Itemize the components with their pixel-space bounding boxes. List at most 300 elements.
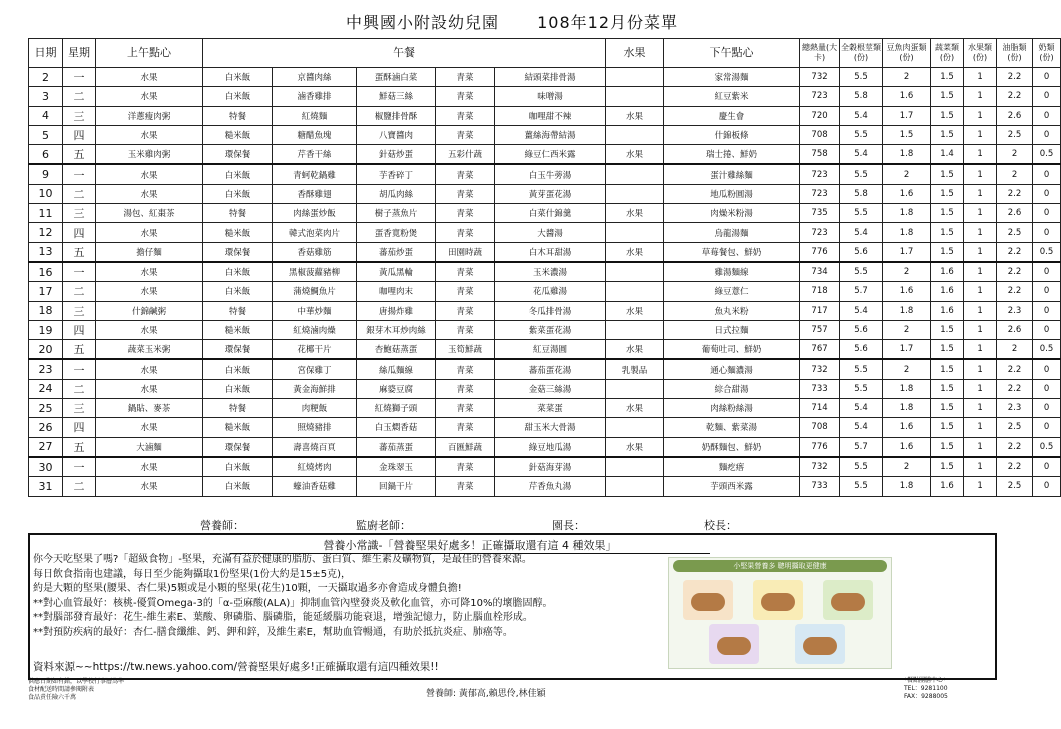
nut-icon	[691, 593, 725, 611]
lunch-cell: 紅燒滷肉燥	[273, 320, 357, 339]
dairy-cell: 0	[1033, 301, 1061, 320]
grains-cell: 5.5	[840, 204, 883, 223]
lunch-cell: 青菜	[436, 106, 495, 125]
header-dairy: 奶類(份)	[1033, 39, 1061, 68]
oils-cell: 2.2	[997, 68, 1033, 87]
fruit-portion-cell: 1	[964, 106, 997, 125]
date-cell: 17	[29, 282, 63, 301]
lunch-cell: 青菜	[436, 379, 495, 398]
oils-cell: 2.2	[997, 87, 1033, 106]
tip-line: **對腦部發育最好：花生-維生素E、葉酸、卵磷脂、腦磷脂，能延緩腦功能衰退，增強記憶力，防止腦血栓形成。	[33, 612, 533, 623]
fruit-cell	[606, 223, 664, 242]
protein-cell: 1.8	[883, 399, 931, 418]
afternoon-snack-cell: 肉絲粉絲湯	[664, 399, 800, 418]
fruit-cell	[606, 184, 664, 203]
afternoon-snack-cell: 雞湯麵線	[664, 262, 800, 282]
morning-snack-cell: 水果	[96, 262, 203, 282]
morning-snack-cell: 水果	[96, 379, 203, 398]
lunch-cell: 蒲燒鯛魚片	[273, 282, 357, 301]
fruit-cell	[606, 87, 664, 106]
dairy-cell: 0	[1033, 223, 1061, 242]
afternoon-snack-cell: 綜合甜湯	[664, 379, 800, 398]
lunch-cell: 青菜	[436, 359, 495, 379]
lunch-cell: 唐揚炸雞	[357, 301, 436, 320]
calories-cell: 718	[800, 282, 840, 301]
fruit-cell: 水果	[606, 145, 664, 165]
source-link[interactable]: 資料來源~~https://tw.news.yahoo.com/營養堅果好處多!正確攝取還有這四種效果!!	[33, 661, 439, 673]
table-row	[29, 87, 1061, 106]
lunch-cell: 菜菜蛋	[495, 399, 606, 418]
lunch-cell: 胡瓜肉絲	[357, 184, 436, 203]
grains-cell: 5.5	[840, 164, 883, 184]
lunch-cell: 白菜什錦羹	[495, 204, 606, 223]
oils-cell: 2.2	[997, 282, 1033, 301]
lunch-cell: 蕃茄蒸蛋	[357, 437, 436, 457]
grains-cell: 5.5	[840, 68, 883, 87]
calories-cell: 708	[800, 125, 840, 144]
grains-cell: 5.8	[840, 87, 883, 106]
lunch-cell: 綠豆地瓜湯	[495, 437, 606, 457]
lunch-cell: 環保餐	[203, 340, 273, 360]
dairy-cell: 0	[1033, 282, 1061, 301]
fruit-portion-cell: 1	[964, 87, 997, 106]
lunch-cell: 糖醋魚塊	[273, 125, 357, 144]
header-protein: 豆魚肉蛋類(份)	[883, 39, 931, 68]
calories-cell: 733	[800, 379, 840, 398]
protein-cell: 1.7	[883, 340, 931, 360]
header-date: 日期	[29, 39, 63, 68]
weekday-cell: 三	[63, 204, 96, 223]
oils-cell: 2	[997, 145, 1033, 165]
table-row	[29, 437, 1061, 457]
grains-cell: 5.4	[840, 418, 883, 437]
morning-snack-cell: 水果	[96, 184, 203, 203]
morning-snack-cell: 水果	[96, 223, 203, 242]
calories-cell: 776	[800, 242, 840, 262]
protein-cell: 1.8	[883, 379, 931, 398]
lunch-cell: 蕃茄蛋花湯	[495, 359, 606, 379]
fruit-portion-cell: 1	[964, 68, 997, 87]
grains-cell: 5.4	[840, 145, 883, 165]
menu-title	[0, 10, 1024, 33]
poster-header	[673, 560, 887, 572]
lunch-cell: 結頭菜排骨湯	[495, 68, 606, 87]
morning-snack-cell: 水果	[96, 320, 203, 339]
date-cell: 31	[29, 477, 63, 496]
protein-cell: 1.8	[883, 145, 931, 165]
oils-cell: 2.6	[997, 204, 1033, 223]
oils-cell: 2	[997, 164, 1033, 184]
protein-cell: 2	[883, 164, 931, 184]
table-row	[29, 340, 1061, 360]
lunch-cell: 紅豆湯圓	[495, 340, 606, 360]
lunch-cell: 青菜	[436, 68, 495, 87]
oils-cell: 2.2	[997, 437, 1033, 457]
afternoon-snack-cell: 瑞士捲、鮮奶	[664, 145, 800, 165]
date-cell: 25	[29, 399, 63, 418]
protein-cell: 1.6	[883, 87, 931, 106]
morning-snack-cell: 水果	[96, 87, 203, 106]
dietitian-signature: 營養師：	[200, 519, 244, 532]
lunch-cell: 青菜	[436, 301, 495, 320]
fruit-portion-cell: 1	[964, 223, 997, 242]
nut-icon	[761, 593, 795, 611]
grains-cell: 5.5	[840, 359, 883, 379]
table-row	[29, 242, 1061, 262]
footer-note: 食材配送時間請參閱附表	[28, 686, 95, 693]
lunch-cell: 芹香魚丸湯	[495, 477, 606, 496]
afternoon-snack-cell: 家常湯麵	[664, 68, 800, 87]
lunch-cell: 紅燒獅子頭	[357, 399, 436, 418]
menu-table	[28, 38, 1061, 497]
fruit-portion-cell: 1	[964, 437, 997, 457]
lunch-cell: 青菜	[436, 184, 495, 203]
lunch-cell: 壽喜燒百頁	[273, 437, 357, 457]
afternoon-snack-cell: 草莓餐包、鮮奶	[664, 242, 800, 262]
fruit-portion-cell: 1	[964, 477, 997, 496]
lunch-cell: 金菇三絲湯	[495, 379, 606, 398]
principal-signature: 園長：	[552, 519, 585, 532]
fruit-portion-cell: 1	[964, 340, 997, 360]
lunch-cell: 青菜	[436, 125, 495, 144]
lunch-cell: 白玉牛蒡湯	[495, 164, 606, 184]
vegetables-cell: 1.5	[931, 125, 964, 144]
protein-cell: 1.8	[883, 477, 931, 496]
lunch-cell: 青菜	[436, 418, 495, 437]
lunch-cell: 白米飯	[203, 87, 273, 106]
grains-cell: 5.4	[840, 399, 883, 418]
oils-cell: 2.5	[997, 418, 1033, 437]
dairy-cell: 0.5	[1033, 145, 1061, 165]
table-row	[29, 68, 1061, 87]
school-name: 中興國小附設幼兒園	[345, 13, 499, 32]
weekday-cell: 四	[63, 125, 96, 144]
vegetables-cell: 1.5	[931, 437, 964, 457]
nut-icon	[803, 637, 837, 655]
weekday-cell: 一	[63, 457, 96, 477]
nut-card	[823, 580, 873, 620]
grains-cell: 5.5	[840, 125, 883, 144]
lunch-cell: 大醬湯	[495, 223, 606, 242]
lunch-cell: 中華炒麵	[273, 301, 357, 320]
weekday-cell: 五	[63, 340, 96, 360]
menu-body	[29, 68, 1061, 497]
lunch-cell: 青菜	[436, 282, 495, 301]
oils-cell: 2	[997, 340, 1033, 360]
header-vegetables: 蔬菜類(份)	[931, 39, 964, 68]
grains-cell: 5.4	[840, 301, 883, 320]
morning-snack-cell: 蔬菜玉米粥	[96, 340, 203, 360]
date-cell: 18	[29, 301, 63, 320]
lunch-cell: 青菜	[436, 457, 495, 477]
oils-cell: 2.3	[997, 399, 1033, 418]
dairy-cell: 0.5	[1033, 340, 1061, 360]
date-cell: 30	[29, 457, 63, 477]
date-cell: 3	[29, 87, 63, 106]
oils-cell: 2.2	[997, 359, 1033, 379]
morning-snack-cell: 水果	[96, 282, 203, 301]
weekday-cell: 一	[63, 68, 96, 87]
nutrition-tip-box	[28, 533, 997, 680]
calories-cell: 776	[800, 437, 840, 457]
lunch-cell: 花椰干片	[273, 340, 357, 360]
lunch-cell: 芹香干絲	[273, 145, 357, 165]
fruit-cell: 水果	[606, 242, 664, 262]
dairy-cell: 0	[1033, 262, 1061, 282]
weekday-cell: 二	[63, 184, 96, 203]
grains-cell: 5.7	[840, 437, 883, 457]
lunch-cell: 紅燒麵	[273, 106, 357, 125]
tip-line: 約是大顆的堅果(腰果、杏仁果)5顆或是小顆的堅果(花生)10顆，一天攝取過多亦會造成身體負擔!	[33, 583, 462, 594]
lunch-cell: 糙米飯	[203, 223, 273, 242]
morning-snack-cell: 水果	[96, 68, 203, 87]
fruit-portion-cell: 1	[964, 242, 997, 262]
grains-cell: 5.6	[840, 242, 883, 262]
table-row	[29, 359, 1061, 379]
lunch-cell: 蛋酥滷白菜	[357, 68, 436, 87]
nutrition-tip-title: 營養小常識-「營養堅果好處多！正確攝取還有這 4 種效果」	[230, 537, 710, 554]
date-cell: 9	[29, 164, 63, 184]
fruit-cell	[606, 164, 664, 184]
vegetables-cell: 1.6	[931, 477, 964, 496]
dairy-cell: 0	[1033, 87, 1061, 106]
table-row	[29, 301, 1061, 320]
menu-month: 108年12月份菜單	[537, 13, 678, 32]
footer-dietitians: 營養師: 黃郁高,賴思伶,林佳穎	[426, 689, 546, 699]
afternoon-snack-cell: 肉燥米粉湯	[664, 204, 800, 223]
lunch-cell: 咖哩肉末	[357, 282, 436, 301]
date-cell: 2	[29, 68, 63, 87]
afternoon-snack-cell: 麵疙瘩	[664, 457, 800, 477]
table-row	[29, 418, 1061, 437]
oils-cell: 2.2	[997, 242, 1033, 262]
fruit-cell	[606, 379, 664, 398]
dairy-cell: 0	[1033, 359, 1061, 379]
oils-cell: 2.2	[997, 379, 1033, 398]
vegetables-cell: 1.5	[931, 223, 964, 242]
dairy-cell: 0	[1033, 106, 1061, 125]
lunch-cell: 甜玉米大骨湯	[495, 418, 606, 437]
weekday-cell: 五	[63, 145, 96, 165]
lunch-cell: 環保餐	[203, 437, 273, 457]
afternoon-snack-cell: 什錦板條	[664, 125, 800, 144]
weekday-cell: 二	[63, 477, 96, 496]
lunch-cell: 青菜	[436, 262, 495, 282]
lunch-cell: 金珠翠玉	[357, 457, 436, 477]
protein-cell: 1.7	[883, 242, 931, 262]
table-row	[29, 320, 1061, 339]
grains-cell: 5.4	[840, 106, 883, 125]
fruit-portion-cell: 1	[964, 125, 997, 144]
protein-cell: 2	[883, 359, 931, 379]
lunch-cell: 紫菜蛋花湯	[495, 320, 606, 339]
lunch-cell: 香酥雞翅	[273, 184, 357, 203]
morning-snack-cell: 水果	[96, 164, 203, 184]
table-row	[29, 223, 1061, 242]
calories-cell: 723	[800, 164, 840, 184]
nutrition-tip-text	[33, 553, 663, 640]
lunch-cell: 白米飯	[203, 184, 273, 203]
lunch-cell: 特餐	[203, 301, 273, 320]
lunch-cell: 白玉燜香菇	[357, 418, 436, 437]
calories-cell: 767	[800, 340, 840, 360]
table-row	[29, 477, 1061, 496]
fruit-portion-cell: 1	[964, 320, 997, 339]
nut-card	[709, 624, 759, 664]
lunch-cell: 白米飯	[203, 477, 273, 496]
header-calories: 總熱量(大卡)	[800, 39, 840, 68]
lunch-cell: 花瓜雞湯	[495, 282, 606, 301]
protein-cell: 2	[883, 457, 931, 477]
fruit-portion-cell: 1	[964, 399, 997, 418]
protein-cell: 1.6	[883, 184, 931, 203]
date-cell: 23	[29, 359, 63, 379]
weekday-cell: 二	[63, 379, 96, 398]
lunch-cell: 蛋香寬粉煲	[357, 223, 436, 242]
lunch-cell: 咖哩甜不辣	[495, 106, 606, 125]
weekday-cell: 五	[63, 437, 96, 457]
dairy-cell: 0	[1033, 320, 1061, 339]
lunch-cell: 白米飯	[203, 164, 273, 184]
afternoon-snack-cell: 奶酥麵包、鮮奶	[664, 437, 800, 457]
weekday-cell: 一	[63, 359, 96, 379]
lunch-cell: 椒鹽排骨酥	[357, 106, 436, 125]
weekday-cell: 二	[63, 87, 96, 106]
afternoon-snack-cell: 慶生會	[664, 106, 800, 125]
tip-line: 你今天吃堅果了嗎?「超級食物」-堅果，充滿有益於健康的脂肪、蛋白質、維生素及礦物質，是最佳的營養來源。	[33, 554, 532, 565]
tip-line: 每日飲食指南也建議，每日至少能夠攝取1份堅果(1份大約是15±5克)，	[33, 568, 351, 580]
date-cell: 4	[29, 106, 63, 125]
afternoon-snack-cell: 芋頭西米露	[664, 477, 800, 496]
footer-contact-line: *餐點團膳中心*	[904, 677, 947, 684]
afternoon-snack-cell: 日式拉麵	[664, 320, 800, 339]
dairy-cell: 0	[1033, 399, 1061, 418]
date-cell: 12	[29, 223, 63, 242]
fruit-cell: 水果	[606, 399, 664, 418]
grains-cell: 5.8	[840, 184, 883, 203]
vegetables-cell: 1.5	[931, 359, 964, 379]
dairy-cell: 0	[1033, 379, 1061, 398]
lunch-cell: 白米飯	[203, 282, 273, 301]
calories-cell: 732	[800, 359, 840, 379]
lunch-cell: 青菜	[436, 223, 495, 242]
lunch-cell: 薑絲海帶結湯	[495, 125, 606, 144]
oils-cell: 2.2	[997, 457, 1033, 477]
fruit-cell	[606, 320, 664, 339]
vegetables-cell: 1.4	[931, 145, 964, 165]
lunch-cell: 青菜	[436, 87, 495, 106]
lunch-cell: 白米飯	[203, 262, 273, 282]
lunch-cell: 青菜	[436, 399, 495, 418]
fruit-cell	[606, 282, 664, 301]
lunch-cell: 絲瓜麵線	[357, 359, 436, 379]
fruit-cell: 乳製品	[606, 359, 664, 379]
lunch-cell: 青菜	[436, 320, 495, 339]
grains-cell: 5.6	[840, 320, 883, 339]
footer-contact-line: TEL：9281100	[904, 685, 948, 692]
protein-cell: 1.8	[883, 204, 931, 223]
footer-note: 供應日期如有錯，以學校行事曆為準	[28, 678, 125, 685]
date-cell: 13	[29, 242, 63, 262]
dairy-cell: 0	[1033, 457, 1061, 477]
lunch-cell: 樹子蒸魚片	[357, 204, 436, 223]
fruit-cell	[606, 68, 664, 87]
fruit-cell: 水果	[606, 340, 664, 360]
vegetables-cell: 1.5	[931, 204, 964, 223]
fruit-portion-cell: 1	[964, 379, 997, 398]
lunch-cell: 白米飯	[203, 457, 273, 477]
table-row	[29, 262, 1061, 282]
afternoon-snack-cell: 乾麵、紫菜湯	[664, 418, 800, 437]
calories-cell: 723	[800, 184, 840, 203]
lunch-cell: 麻婆豆腐	[357, 379, 436, 398]
fruit-portion-cell: 1	[964, 262, 997, 282]
oils-cell: 2.5	[997, 223, 1033, 242]
morning-snack-cell: 水果	[96, 457, 203, 477]
lunch-cell: 百匯鮮蔬	[436, 437, 495, 457]
grains-cell: 5.5	[840, 262, 883, 282]
lunch-cell: 特餐	[203, 204, 273, 223]
lunch-cell: 京醬肉絲	[273, 68, 357, 87]
lunch-cell: 回鍋干片	[357, 477, 436, 496]
calories-cell: 717	[800, 301, 840, 320]
lunch-cell: 滷香雞排	[273, 87, 357, 106]
lunch-cell: 青菜	[436, 164, 495, 184]
table-row	[29, 204, 1061, 223]
dairy-cell: 0	[1033, 204, 1061, 223]
calories-cell: 732	[800, 68, 840, 87]
afternoon-snack-cell: 綠豆薏仁	[664, 282, 800, 301]
lunch-cell: 白木耳甜湯	[495, 242, 606, 262]
morning-snack-cell: 玉米雞肉粥	[96, 145, 203, 165]
fruit-portion-cell: 1	[964, 184, 997, 203]
header-fruit-portion: 水果類(份)	[964, 39, 997, 68]
grains-cell: 5.7	[840, 282, 883, 301]
footer-contact	[904, 677, 948, 701]
poster-title: 小堅果營養多 聰明攝取更健康	[733, 562, 827, 570]
weekday-cell: 五	[63, 242, 96, 262]
date-cell: 10	[29, 184, 63, 203]
fruit-cell	[606, 262, 664, 282]
vegetables-cell: 1.6	[931, 282, 964, 301]
lunch-cell: 玉米濃湯	[495, 262, 606, 282]
oils-cell: 2.5	[997, 125, 1033, 144]
fruit-portion-cell: 1	[964, 145, 997, 165]
afternoon-snack-cell: 地瓜粉圓湯	[664, 184, 800, 203]
calories-cell: 733	[800, 477, 840, 496]
protein-cell: 1.6	[883, 437, 931, 457]
date-cell: 16	[29, 262, 63, 282]
vegetables-cell: 1.5	[931, 418, 964, 437]
oils-cell: 2.2	[997, 184, 1033, 203]
nut-card	[795, 624, 845, 664]
oils-cell: 2.2	[997, 262, 1033, 282]
lunch-cell: 青菜	[436, 204, 495, 223]
weekday-cell: 一	[63, 262, 96, 282]
lunch-cell: 白米飯	[203, 379, 273, 398]
lunch-cell: 八寶醬肉	[357, 125, 436, 144]
vegetables-cell: 1.6	[931, 262, 964, 282]
weekday-cell: 三	[63, 301, 96, 320]
vegetables-cell: 1.5	[931, 87, 964, 106]
lunch-cell: 韓式泡菜肉片	[273, 223, 357, 242]
fruit-portion-cell: 1	[964, 359, 997, 379]
vegetables-cell: 1.5	[931, 399, 964, 418]
tip-line: **對預防疾病的最好：杏仁-膳食纖維、鈣、鉀和鋅，及維生素E，幫助血管暢通，有助於抵抗炎症、肺癌等。	[33, 626, 513, 638]
grains-cell: 5.4	[840, 223, 883, 242]
lunch-cell: 青蚵乾鍋雞	[273, 164, 357, 184]
date-cell: 5	[29, 125, 63, 144]
